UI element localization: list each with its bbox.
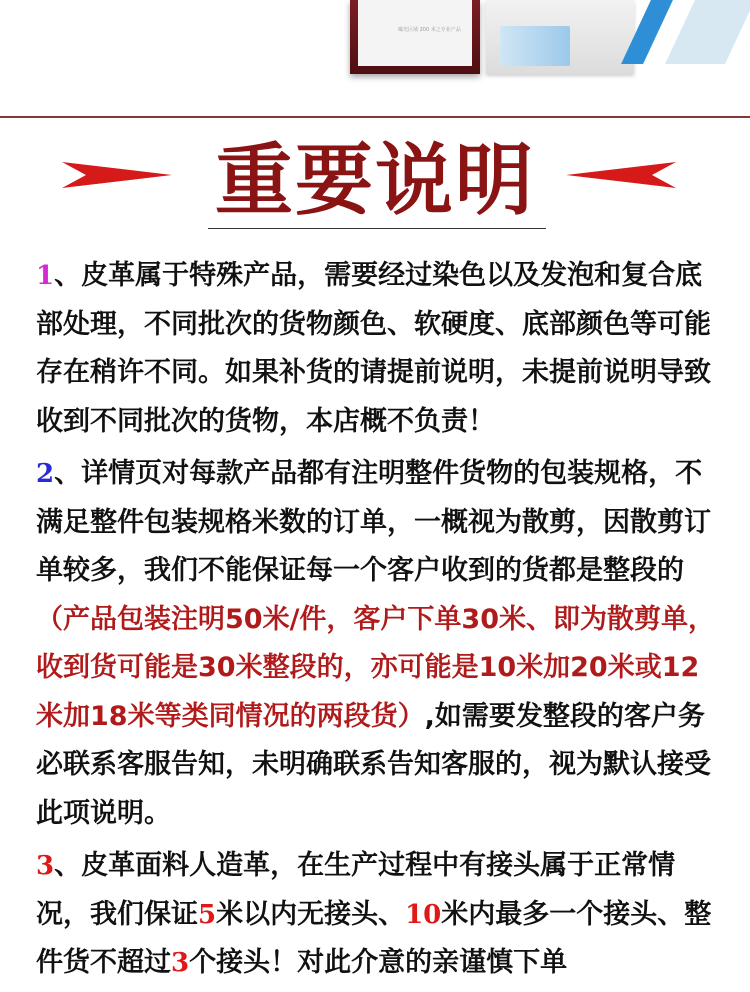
notice-item-2 bbox=[36, 450, 726, 838]
frame-caption: 曝光区域 200 米之专业产品 bbox=[398, 27, 461, 33]
framed-picture-canvas bbox=[358, 0, 472, 66]
item-text: ,如需要发整段的客户务必联系客服告知，未明确联系告知客服的，视为默认接受此项说明。 bbox=[36, 700, 711, 829]
notice-body bbox=[36, 252, 726, 992]
title-section bbox=[0, 130, 750, 230]
item-text: 、皮革属于特殊产品，需要经过染色以及发泡和复合底部处理，不同批次的货物颜色、软硬度、底部颜色等可能存在稍许不同。如果补货的请提前说明，未提前说明导致收到不同批次的货物，本店概不负责！ bbox=[36, 260, 711, 437]
title-underline bbox=[208, 228, 546, 229]
decor-stripe-light bbox=[665, 0, 750, 64]
product-detail bbox=[500, 26, 570, 66]
item-number: 1 bbox=[36, 261, 55, 291]
framed-picture bbox=[350, 0, 480, 74]
item-text: 、详情页对每款产品都有注明整件货物的包装规格，不满足整件包装规格米数的订单，一概视为散剪，因散剪订单较多，我们不能保证每一个客户收到的货都是整段的 bbox=[36, 458, 711, 586]
notice-item-1 bbox=[36, 252, 726, 446]
highlight-number: 5 bbox=[198, 899, 217, 930]
arrow-left-icon bbox=[566, 158, 676, 192]
section-divider bbox=[0, 116, 750, 118]
item-highlight: （产品包装注明50米/件，客户下单30米、即为散剪单，收到货可能是30米整段的，亦可能是10米加20米或12米加18米等类同情况的两段货） bbox=[36, 603, 716, 732]
item-text: 米内最多一个接头、整件货不超过 bbox=[36, 898, 712, 978]
highlight-number: 3 bbox=[171, 948, 190, 978]
arrow-right-icon bbox=[62, 158, 172, 192]
item-text: 、皮革面料人造革，在生产过程中有接头属于正常情况，我们保证 bbox=[36, 850, 676, 930]
item-number: 2 bbox=[36, 459, 55, 489]
page-title: 重要说明 bbox=[214, 135, 535, 226]
item-text: 个接头！对此介意的亲谨慎下单 bbox=[189, 947, 568, 978]
item-text: 米以内无接头、 bbox=[216, 898, 406, 930]
item-number: 3 bbox=[36, 851, 55, 881]
highlight-number: 10 bbox=[405, 899, 442, 930]
banner-image bbox=[0, 0, 750, 118]
notice-item-3 bbox=[36, 842, 726, 988]
